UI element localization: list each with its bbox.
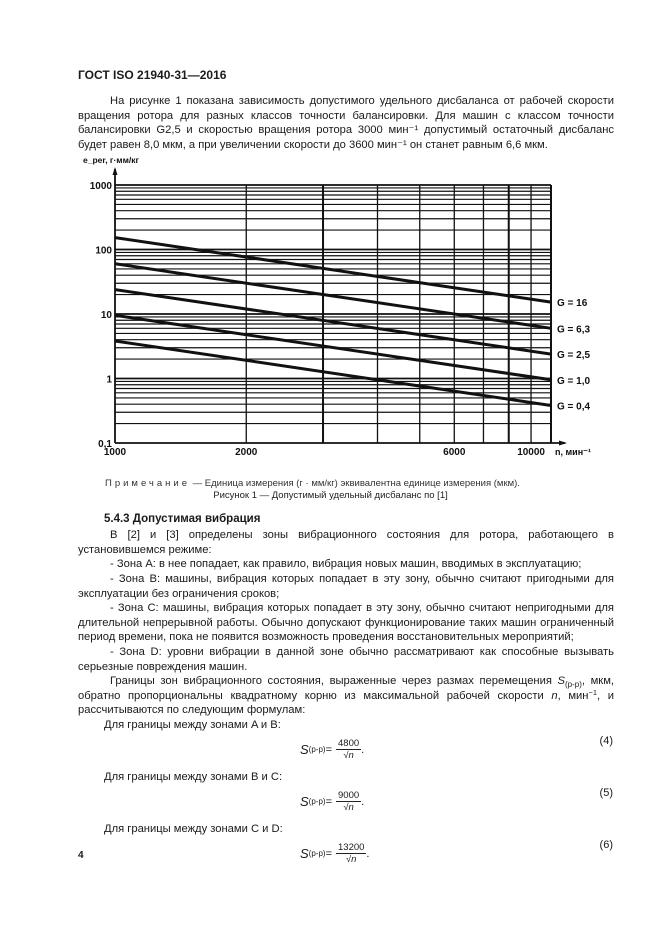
y-tick-label: 0,1	[98, 439, 112, 450]
s-symbol: S	[300, 794, 309, 809]
formula-intro: Для границы между зонами C и D:	[104, 823, 283, 835]
zone-b-item: - Зона B: машины, вибрация которых попадает в эту зону, обычно считают пригодными для эксплуатации без ограничения сроков;	[78, 573, 614, 600]
denominator	[343, 802, 354, 813]
y-tick-label: 1000	[89, 181, 112, 192]
series-label: G = 2,5	[557, 350, 591, 362]
s-symbol: S	[300, 742, 309, 757]
note-text: — Единица измерения (г · мм/кг) эквивалентна единице измерения (мкм).	[190, 478, 520, 489]
series-line	[115, 264, 551, 329]
sqrt-symbol: √	[345, 854, 352, 865]
equals-sign: =	[325, 795, 332, 808]
zone-boundaries-paragraph	[78, 674, 614, 718]
s-symbol: S	[557, 675, 565, 687]
zone-c-item: - Зона C: машины, вибрация которых попадает в эту зону, обычно считают непригодными для длительной непрерывной работы. Обычно допускают функционирование таких машин ограниченный период времени, пока не появится возможность проведения восстановительных мероприятий;	[78, 602, 614, 644]
x-tick-label: 10000	[517, 447, 545, 458]
minus-one-sup: −1	[588, 687, 597, 697]
section-heading: 5.4.3 Допустимая вибрация	[104, 513, 261, 525]
numerator: 13200	[338, 842, 365, 853]
y-tick-label: 100	[95, 245, 112, 257]
sqrt-symbol: √	[343, 750, 349, 761]
equation-number: (5)	[599, 787, 613, 799]
equals-sign: =	[325, 847, 332, 860]
series-line	[115, 290, 551, 355]
page-number: 4	[78, 850, 84, 861]
denominator	[343, 750, 354, 761]
intro-paragraph: На рисунке 1 показана зависимость допустимого удельного дисбаланса от рабочей скорости вращения ротора для разных классов точности балансировки. Для машин с классом точности балансировки G2,5 и скоростью вращения ротора 3000 мин⁻¹ допустимый остаточный дисбаланс будет равен 8,0 мкм, а при увеличении скорости до 3600 мин⁻¹ он станет равным 6,6 мкм.	[78, 95, 614, 151]
y-axis-label: e_per, г·мм/кг	[83, 155, 140, 165]
zone-a-item: - Зона A: в нее попадает, как правило, вибрация новых машин, вводимых в эксплуатацию;	[110, 558, 582, 570]
zone-d-item: - Зона D: уровни вибрации в данной зоне обычно рассматривают как способные вызывать серьезные повреждения машин.	[78, 646, 614, 673]
series-line	[115, 341, 551, 406]
denominator	[346, 854, 357, 865]
formula-intro: Для границы между зонами B и C:	[104, 771, 283, 783]
p2-text-a: Границы зон вибрационного состояния, выраженные через размах перемещения	[110, 675, 558, 687]
equation-number: (4)	[599, 735, 613, 747]
figure-caption: Рисунок 1 — Допустимый удельный дисбаланс по [1]	[213, 490, 448, 501]
n-symbol: n	[348, 802, 354, 813]
note-label: Примечание	[105, 478, 190, 489]
equation-number: (6)	[599, 839, 613, 851]
section-paragraph: В [2] и [3] определены зоны вибрационного состояния для ротора, работающего в установившемся режиме:	[78, 529, 614, 556]
n-symbol: n	[351, 854, 357, 865]
equals-sign: =	[325, 743, 332, 756]
document-header: ГОСТ ISO 21940-31—2016	[78, 68, 227, 82]
formula: S (p-p) = $\frac{4800}{√n}$ .	[300, 738, 365, 761]
p2-text-b: , мкм, обратно пропорциональны квадратному корню из максимальной рабочей скорости	[78, 675, 614, 702]
series-label: G = 16	[557, 298, 588, 310]
x-axis-arrow	[559, 441, 567, 446]
pp-subscript: (p-p)	[565, 680, 582, 689]
n-symbol: n	[551, 689, 558, 702]
y-tick-label: 1	[106, 374, 112, 386]
formula: S (p-p) = $\frac{13200}{√n}$ .	[300, 842, 370, 865]
x-tick-label: 2000	[235, 447, 258, 458]
numerator: 9000	[338, 790, 360, 801]
x-tick-label: 6000	[443, 447, 466, 458]
n-symbol: n	[348, 750, 354, 761]
figure-note	[105, 478, 520, 489]
x-tick-label: 1000	[103, 447, 127, 458]
s-symbol: S	[300, 846, 309, 861]
series-label: G = 1,0	[557, 375, 591, 387]
x-axis-label: n, мин⁻¹	[555, 447, 591, 457]
formula: S (p-p) = $\frac{9000}{√n}$ .	[300, 790, 365, 813]
p2-text-d: , и рассчитываются по следующим формулам:	[78, 689, 614, 717]
fraction	[336, 790, 361, 813]
series-line	[115, 238, 551, 302]
y-axis-arrow	[113, 167, 118, 175]
sqrt-symbol: √	[343, 802, 349, 813]
y-tick-label: 10	[100, 310, 112, 321]
series-label: G = 0,4	[557, 401, 591, 413]
fraction	[336, 842, 366, 865]
formula-intro: Для границы между зонами A и B:	[104, 719, 281, 731]
p2-text-c: , мин	[557, 689, 589, 702]
numerator: 4800	[338, 738, 360, 749]
fraction	[336, 738, 361, 761]
series-label: G = 6,3	[557, 324, 591, 336]
